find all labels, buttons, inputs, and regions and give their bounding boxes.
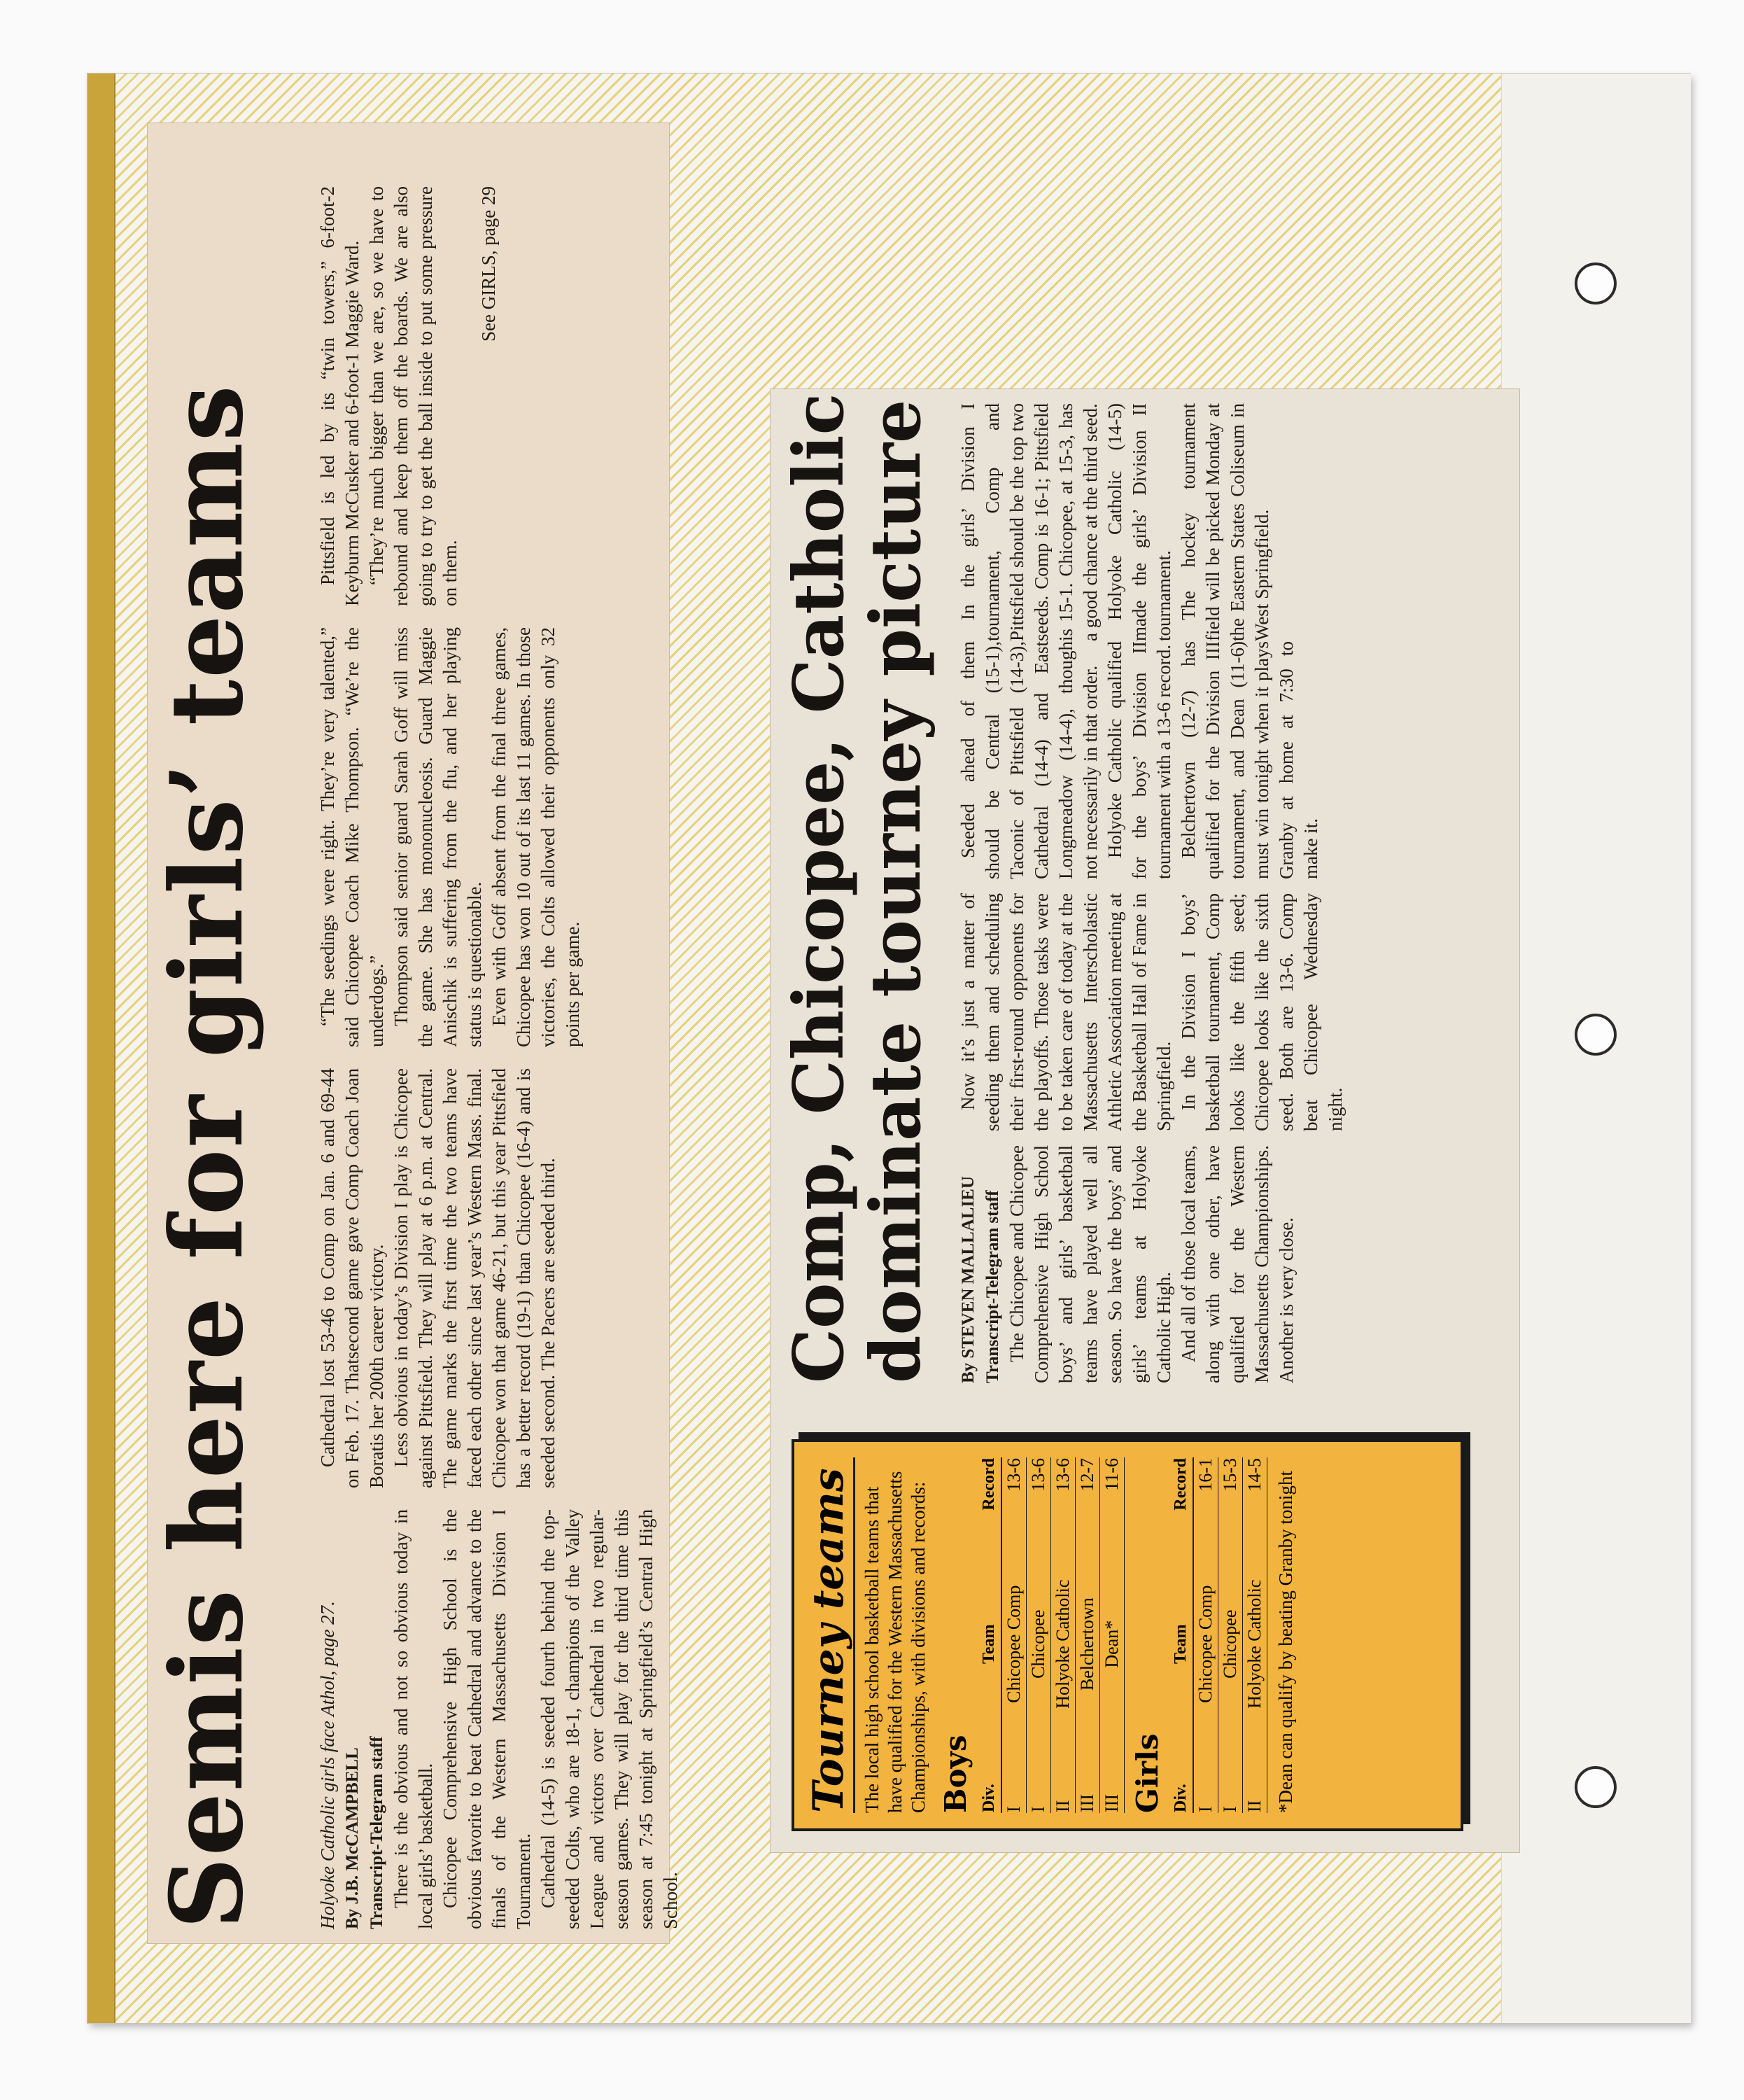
article-paragraph: Seeded ahead of them should be Central (15-1), Taconic of Pittsfield (14-3), Cathedral (14-4) and East Longmeadow (14-4), though not necessarily in that order. <box>957 641 1101 879</box>
semis-column-4 <box>316 186 501 606</box>
binder-hole-middle <box>1575 1014 1617 1056</box>
article-paragraph: Now it’s just a matter of seeding them and scheduling their first-round opponents for the playoffs. Those tasks were to be taken care of today at the Massachusetts Interscholastic Athletic Association meeting at the Basketball Hall of Fame in Springfield. <box>957 893 1174 1131</box>
table-row <box>1076 1457 1100 1813</box>
cell-record: 15-3 <box>1218 1457 1243 1529</box>
header-div: Div. <box>1169 1760 1193 1813</box>
cell-team: Chicopee Comp <box>1001 1529 1027 1760</box>
article-paragraph: “The seedings were right. They’re very talented,” said Chicopee Coach Mike Thompson. “We’re the underdogs.” <box>317 627 387 1047</box>
article-paragraph: Holyoke Catholic qualified for the boys’ Division II tournament with a 13-6 record. <box>1104 641 1174 879</box>
cell-team: Chicopee <box>1218 1529 1243 1760</box>
dean-footnote: *Dean can qualify by beating Granby tonight <box>1275 1471 1296 1813</box>
header-team: Team <box>977 1529 1001 1760</box>
article-paragraph: By STEVEN MALLALIEU <box>959 1176 978 1383</box>
cell-div: I <box>1218 1760 1243 1813</box>
table-row <box>1027 1457 1051 1813</box>
boys-table <box>977 1457 1125 1813</box>
binder-hole-top <box>1575 262 1617 304</box>
cell-record: 16-1 <box>1193 1457 1218 1529</box>
cell-team: Belchertown <box>1076 1529 1100 1760</box>
article-paragraph: Belchertown (12-7) has qualified for the Division III tournament, and Dean (11-6) must win tonight when it plays Granby at home at 7:30 to make it. <box>1178 641 1321 879</box>
table-row <box>1193 1457 1218 1813</box>
article-paragraph: Thompson said senior guard Sarah Goff will miss the game. She has mononucleosis. Guard Maggie Anischik is suffering from the flu, and her playing status is questionable. <box>391 627 485 1047</box>
article-paragraph: Cathedral (14-5) is seeded fourth behind the top-seeded Colts, who are 18-1, champions of the Valley League and victors over Cathedral in two regular-season games. They will play for the third time this season at 7:45 tonight at Springfield’s Central High School. <box>537 1509 681 1929</box>
article-paragraph: Transcript-Telegram staff <box>983 1190 1002 1383</box>
cell-team: Holyoke Catholic <box>1051 1529 1076 1760</box>
article-paragraph: Even with Goff absent from the final three games, Chicopee has won 10 out of its last 11 games. In those victories, the Colts allowed their opponents only 32 points per game. <box>488 627 583 1047</box>
comp-column-3 <box>956 641 1323 879</box>
girls-label: Girls <box>1130 1733 1165 1813</box>
article-paragraph: And all of those local teams, along with one other, have qualified for the Western Massachusetts Championships. Another is very close. <box>1178 1145 1297 1383</box>
header-record: Record <box>1169 1457 1193 1529</box>
article-paragraph: Holyoke Catholic girls face Athol, page 27. <box>317 1601 338 1929</box>
cell-div: II <box>1243 1760 1267 1813</box>
cell-div: I <box>1027 1760 1051 1813</box>
article-paragraph: There is the obvious and not so obvious today in local girls’ basketball. <box>391 1509 436 1929</box>
cell-team: Dean* <box>1100 1529 1125 1760</box>
table-row <box>1218 1457 1243 1813</box>
scrapbook-page <box>87 74 1690 2023</box>
headline-semis: Semis here for girls’ teams <box>149 384 265 1929</box>
article-paragraph: In the Division I boys’ basketball tournament, Comp looks like the fifth seed; Chicopee looks like the sixth seed. Both are 13-6. Comp beat Chicopee Wednesday night. <box>1178 893 1346 1131</box>
cell-div: III <box>1076 1760 1100 1813</box>
headline-comp-line2: dominate tourney picture <box>856 399 936 1383</box>
cell-div: I <box>1001 1760 1027 1813</box>
clipping-tourney-content <box>771 389 1519 1852</box>
cell-team: Holyoke Catholic <box>1243 1529 1267 1760</box>
cell-record: 11-6 <box>1100 1457 1125 1529</box>
header-record: Record <box>977 1457 1001 1529</box>
tourney-intro: The local high school basketball teams that have qualified for the Western Massachusetts Championships, with divisions and records: <box>862 1471 929 1813</box>
binder-hole-bottom <box>1575 1766 1617 1808</box>
table-row <box>1051 1457 1076 1813</box>
table-row <box>1100 1457 1125 1813</box>
article-paragraph: Less obvious in today’s Division I play is Chicopee against Pittsfield. They will play at 6 p.m. at Central. The game marks the first time the two teams have faced each other since last year’s Western Mass. final. Chicopee won that game 46-21, but this year Pittsfield has a better record (19-1) than Chicopee (16-4) and is seeded second. The Pacers are seeded third. <box>391 1068 558 1488</box>
article-paragraph: By J.B. McCAMPBELL <box>343 1747 362 1929</box>
gold-spine <box>87 74 115 2023</box>
cell-record: 13-6 <box>1001 1457 1027 1529</box>
girls-table <box>1169 1457 1267 1813</box>
cell-div: I <box>1193 1760 1218 1813</box>
article-paragraph: Holyoke Catholic (14-5) made the girls’ Division II tournament. <box>1104 403 1174 641</box>
clipping-tourney <box>770 388 1520 1853</box>
article-paragraph: Pittsfield is led by its “twin towers,” 6-foot-2 Keyburm McCusker and 6-foot-1 Maggie Ward. <box>317 186 363 606</box>
semis-column-1 <box>316 1509 683 1929</box>
cell-record: 13-6 <box>1051 1457 1076 1529</box>
article-paragraph: “They’re much bigger than we are, so we have to rebound and keep them off the boards. We are also going to try to get the ball inside to put some pressure on them. <box>366 186 460 606</box>
clipping-semis-content <box>148 123 681 1943</box>
article-paragraph: In the girls’ Division I tournament, Comp and Pittsfield should be the top two seeds. Comp is 16-1; Pittsfield is 15-1. Chicopee, at 15-3, has a good chance at the third seed. <box>957 403 1101 641</box>
article-paragraph: Cathedral lost 53-46 to Comp on Jan. 6 and 69-44 on Feb. 17. Thatsecond game gave Comp Coach Joan Boratis her 200th career victory. <box>317 1068 387 1488</box>
header-div: Div. <box>977 1760 1001 1813</box>
comp-column-1 <box>956 1145 1299 1383</box>
article-paragraph: Chicopee Comprehensive High School is the obvious favorite to beat Cathedral and advance to the finals of the Western Massachusetts Division I Tournament. <box>439 1509 534 1929</box>
tourney-title: Tourney teams <box>804 1457 855 1813</box>
table-row <box>1243 1457 1267 1813</box>
article-paragraph: The Chicopee and Chicopee Comprehensive High School boys’ and girls’ basketball teams have played well all season. So have the boys’ and girls’ teams at Holyoke Catholic High. <box>1006 1145 1174 1383</box>
tourney-teams-box <box>792 1439 1463 1831</box>
comp-column-4 <box>956 403 1274 641</box>
boys-label: Boys <box>938 1735 973 1813</box>
cell-record: 13-6 <box>1027 1457 1051 1529</box>
article-paragraph: Transcript-Telegram staff <box>367 1736 386 1929</box>
cell-record: 14-5 <box>1243 1457 1267 1529</box>
cell-team: Chicopee Comp <box>1193 1529 1218 1760</box>
article-paragraph: The hockey tournament field will be picked Monday at the Eastern States Coliseum in West Springfield. <box>1178 403 1272 641</box>
table-row <box>1001 1457 1027 1813</box>
clipping-semis <box>147 122 681 1944</box>
article-paragraph: See GIRLS, page 29 <box>478 186 499 342</box>
semis-column-2 <box>316 1068 561 1488</box>
cell-div: II <box>1051 1760 1076 1813</box>
cell-team: Chicopee <box>1027 1529 1051 1760</box>
semis-column-3 <box>316 627 585 1047</box>
header-team: Team <box>1169 1529 1193 1760</box>
comp-column-2 <box>956 893 1348 1131</box>
headline-comp-line1: Comp, Chicopee, Catholic <box>779 393 859 1383</box>
cell-record: 12-7 <box>1076 1457 1100 1529</box>
cell-div: III <box>1100 1760 1125 1813</box>
